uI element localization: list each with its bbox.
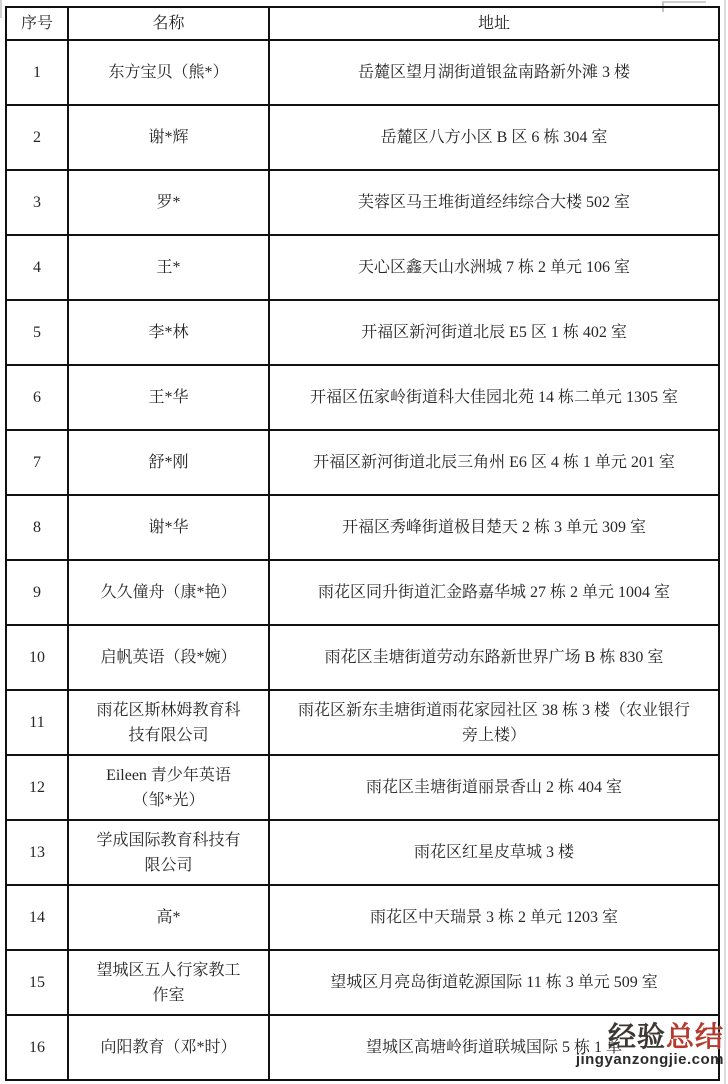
- row-number-cell: 11: [6, 690, 68, 755]
- row-address-cell: 雨花区同升街道汇金路嘉华城 27 栋 2 单元 1004 室: [269, 560, 719, 625]
- table-header: [6, 7, 719, 40]
- table-row: [6, 1015, 719, 1080]
- table-body: [6, 40, 719, 1080]
- row-address-cell: 望城区高塘岭街道联城国际 5 栋 1 单: [269, 1015, 719, 1080]
- row-name-cell: 向阳教育（邓*时）: [68, 1015, 269, 1080]
- row-name-cell: 王*: [68, 235, 269, 300]
- table-row: [6, 495, 719, 560]
- row-number-cell: 15: [6, 950, 68, 1015]
- header-cell-name: 名称: [68, 7, 269, 40]
- watermark-title-red: 总结: [665, 1021, 724, 1052]
- row-number-cell: 4: [6, 235, 68, 300]
- row-number-cell: 12: [6, 755, 68, 820]
- row-number-cell: 2: [6, 105, 68, 170]
- row-number-cell: 16: [6, 1015, 68, 1080]
- watermark-site-url: jingyanzongjie.com: [575, 1050, 724, 1068]
- closed-institutions-table: [5, 6, 720, 1081]
- row-name-cell: 高*: [68, 885, 269, 950]
- row-name-cell: 罗*: [68, 170, 269, 235]
- table-row: [6, 560, 719, 625]
- row-address-cell: 雨花区中天瑞景 3 栋 2 单元 1203 室: [269, 885, 719, 950]
- header-cell-addr: 地址: [269, 7, 719, 40]
- table-row: [6, 365, 719, 430]
- row-address-cell: 开福区新河街道北辰三角州 E6 区 4 栋 1 单元 201 室: [269, 430, 719, 495]
- row-number-cell: 3: [6, 170, 68, 235]
- row-name-cell: 望城区五人行家教工作室: [68, 950, 269, 1015]
- row-address-cell: 望城区月亮岛街道乾源国际 11 栋 3 单元 509 室: [269, 950, 719, 1015]
- row-name-cell: 雨花区斯林姆教育科技有限公司: [68, 690, 269, 755]
- table-row: [6, 755, 719, 820]
- row-address-cell: 雨花区圭塘街道丽景香山 2 栋 404 室: [269, 755, 719, 820]
- row-name-cell: 李*林: [68, 300, 269, 365]
- row-address-cell: 雨花区新东圭塘街道雨花家园社区 38 栋 3 楼（农业银行旁上楼）: [269, 690, 719, 755]
- row-number-cell: 6: [6, 365, 68, 430]
- row-number-cell: 10: [6, 625, 68, 690]
- row-name-cell: 谢*华: [68, 495, 269, 560]
- row-address-cell: 雨花区圭塘街道劳动东路新世界广场 B 栋 830 室: [269, 625, 719, 690]
- row-name-cell: 东方宝贝（熊*）: [68, 40, 269, 105]
- row-name-cell: 谢*辉: [68, 105, 269, 170]
- table-row: [6, 170, 719, 235]
- row-number-cell: 7: [6, 430, 68, 495]
- header-row: [6, 7, 719, 40]
- page-edge-line: [724, 0, 726, 1084]
- row-address-cell: 天心区鑫天山水洲城 7 栋 2 单元 106 室: [269, 235, 719, 300]
- table-row: [6, 625, 719, 690]
- row-number-cell: 13: [6, 820, 68, 885]
- table-row: [6, 235, 719, 300]
- row-name-cell: 学成国际教育科技有限公司: [68, 820, 269, 885]
- page-edge-tick: [0, 0, 2, 18]
- row-number-cell: 14: [6, 885, 68, 950]
- row-number-cell: 1: [6, 40, 68, 105]
- row-number-cell: 8: [6, 495, 68, 560]
- row-name-cell: 舒*刚: [68, 430, 269, 495]
- table-row: [6, 885, 719, 950]
- table-row: [6, 950, 719, 1015]
- row-number-cell: 5: [6, 300, 68, 365]
- table-row: [6, 105, 719, 170]
- row-address-cell: 芙蓉区马王堆街道经纬综合大楼 502 室: [269, 170, 719, 235]
- row-address-cell: 雨花区红星皮草城 3 楼: [269, 820, 719, 885]
- watermark-title-dark: 经验: [607, 1021, 666, 1052]
- row-name-cell: 久久僮舟（康*艳）: [68, 560, 269, 625]
- table-row: [6, 40, 719, 105]
- row-name-cell: Eileen 青少年英语（邹*光）: [68, 755, 269, 820]
- row-address-cell: 岳麓区望月湖街道银盆南路新外滩 3 楼: [269, 40, 719, 105]
- row-address-cell: 开福区秀峰街道极目楚天 2 栋 3 单元 309 室: [269, 495, 719, 560]
- row-address-cell: 岳麓区八方小区 B 区 6 栋 304 室: [269, 105, 719, 170]
- table-row: [6, 690, 719, 755]
- row-number-cell: 9: [6, 560, 68, 625]
- table-row: [6, 820, 719, 885]
- header-cell-no: 序号: [6, 7, 68, 40]
- row-address-cell: 开福区新河街道北辰 E5 区 1 栋 402 室: [269, 300, 719, 365]
- row-name-cell: 启帆英语（段*婉）: [68, 625, 269, 690]
- table-row: [6, 430, 719, 495]
- row-address-cell: 开福区伍家岭街道科大佳园北苑 14 栋二单元 1305 室: [269, 365, 719, 430]
- table-row: [6, 300, 719, 365]
- row-name-cell: 王*华: [68, 365, 269, 430]
